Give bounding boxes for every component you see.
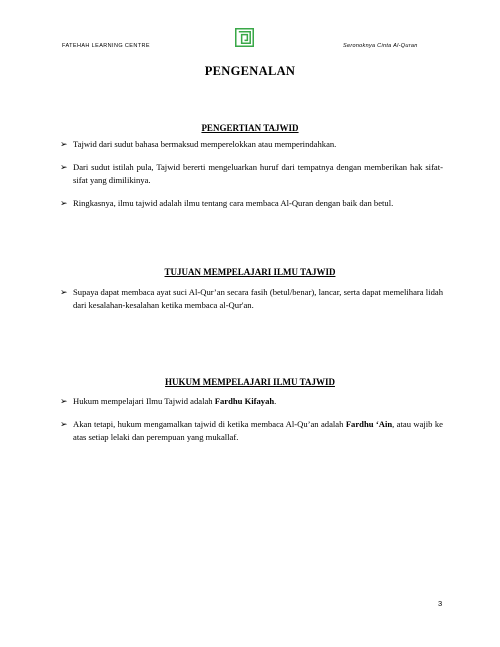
list-item-text: Dari sudut istilah pula, Tajwid bererti mengeluarkan huruf dari tempatnya dengan memberikan hak sifat-sifat yang dimilikinya. [73,162,443,185]
bullet-arrow-icon: ➢ [60,419,68,429]
bullet-arrow-icon: ➢ [60,287,68,297]
page-number: 3 [438,599,443,608]
list-item [60,197,443,210]
section-heading-pengertian: PENGERTIAN TAJWID [201,123,299,133]
bold-term: Fardhu ‘Ain [345,419,393,429]
bullet-arrow-icon: ➢ [60,162,68,172]
page-title: PENGENALAN [204,64,296,78]
list-item-text: Supaya dapat membaca ayat suci Al-Qur’an secara fasih (betul/benar), lancar, serta dapat memelihara lidah dari kesalahan-kesalahan ketika membaca al-Qur'an. [73,287,443,310]
list-item [60,286,443,312]
bullet-arrow-icon: ➢ [60,139,68,149]
list-item [60,418,443,444]
list-item [60,395,443,408]
section-heading-tujuan: TUJUAN MEMPELAJARI ILMU TAJWID [164,267,336,277]
bold-term: Fardhu Kifayah [214,396,275,406]
header-right-text: Seronoknya Cinta Al-Quran [343,43,418,49]
list-item-text: Tajwid dari sudut bahasa bermaksud memperelokkan atau memperindahkan. [73,139,337,149]
list-item-text: Akan tetapi, hukum mengamalkan tajwid di ketika membaca Al-Qu’an adalah Fardhu ‘Ain, atau wajib ke atas setiap lelaki dan perempuan yang mukallaf. [73,419,443,442]
list-item [60,161,443,187]
bullet-arrow-icon: ➢ [60,396,68,406]
list-item-text: Ringkasnya, ilmu tajwid adalah ilmu tentang cara membaca Al-Quran dengan baik dan betul. [73,198,394,208]
list-item-text: Hukum mempelajari Ilmu Tajwid adalah Fardhu Kifayah. [73,396,277,406]
list-item [60,138,443,151]
bullet-arrow-icon: ➢ [60,198,68,208]
section-heading-hukum: HUKUM MEMPELAJARI ILMU TAJWID [165,377,335,387]
green-maze-logo-icon [235,28,254,47]
header-left-text: FATEHAH LEARNING CENTRE [62,43,150,49]
